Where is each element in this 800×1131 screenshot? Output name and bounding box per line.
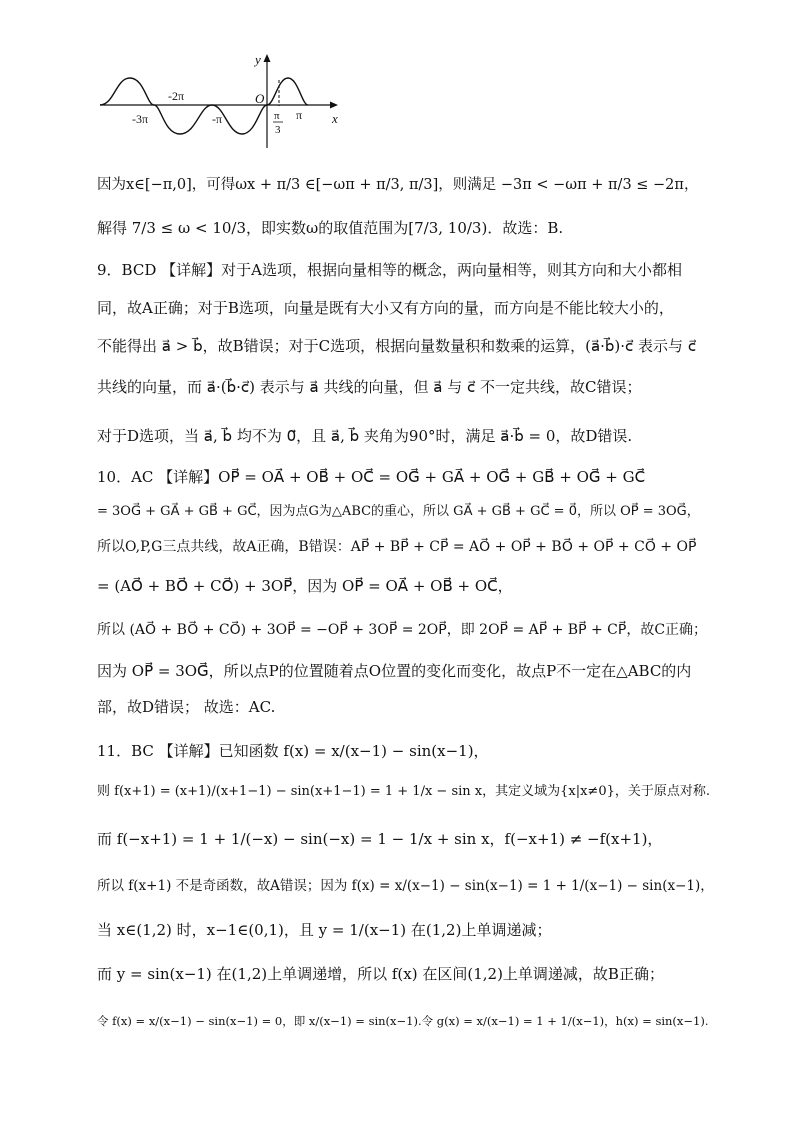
text-line: 因为x∈[−π,0]，可得ωx + π/3 ∈[−ωπ + π/3, π/3]，则满足 −3π < −ωπ + π/3 ≤ −2π， xyxy=(97,177,699,193)
tick-label-minus-pi: -π xyxy=(212,112,223,126)
text-line: 因为 OP⃗ = 3OG⃗，所以点P的位置随着点O位置的变化而变化，故点P不一定在△ABC的内 xyxy=(97,662,692,680)
tick-label-minus-3pi: -3π xyxy=(132,112,149,126)
text-line: 解得 7/3 ≤ ω < 10/3，即实数ω的取值范围为[7/3, 10/3)．故选：B. xyxy=(97,219,564,237)
tick-label-minus-2pi: -2π xyxy=(168,89,185,103)
text-line: 9．BCD 【详解】对于A选项，根据向量相等的概念，两向量相等，则其方向和大小都相 xyxy=(97,261,682,279)
tick-label-pi-over-3-den: 3 xyxy=(275,124,281,136)
tick-label-pi-over-3-num: π xyxy=(274,110,280,122)
text-line: = 3OG⃗ + GA⃗ + GB⃗ + GC⃗，因为点G为△ABC的重心，所以 GA⃗ + GB⃗ + GC⃗ = 0⃗，所以 OP⃗ = 3OG⃗， xyxy=(97,504,700,519)
text-line: 不能得出 a⃗ > b⃗，故B错误；对于C选项，根据向量数量积和数乘的运算，(a⃗·b⃗)·c⃗ 表示与 c⃗ xyxy=(97,337,697,355)
origin-label: O xyxy=(255,91,265,106)
y-axis-arrow xyxy=(264,54,271,62)
text-line: 所以 (AO⃗ + BO⃗ + CO⃗) + 3OP⃗ = −OP⃗ + 3OP⃗ = 2OP⃗，即 2OP⃗ = AP⃗ + BP⃗ + CP⃗，故C正确； xyxy=(97,622,708,638)
tick-label-pi: π xyxy=(296,108,303,122)
x-axis-arrow xyxy=(330,102,338,109)
x-axis-label: x xyxy=(332,111,338,126)
text-line: 10．AC 【详解】OP⃗ = OA⃗ + OB⃗ + OC⃗ = OG⃗ + GA⃗ + OG⃗ + GB⃗ + OG⃗ + GC⃗ xyxy=(97,468,646,486)
text-line: 共线的向量，而 a⃗·(b⃗·c⃗) 表示与 a⃗ 共线的向量，但 a⃗ 与 c⃗ 不一定共线，故C错误； xyxy=(97,378,642,396)
sine-graph xyxy=(92,48,352,148)
text-line: 当 x∈(1,2) 时，x−1∈(0,1)，且 y = 1/(x−1) 在(1,2)上单调递减； xyxy=(97,921,552,939)
text-line: 部，故D错误； 故选：AC. xyxy=(97,698,276,716)
y-axis-label: y xyxy=(255,52,261,67)
text-line: 11．BC 【详解】已知函数 f(x) = x/(x−1) − sin(x−1)， xyxy=(97,742,489,760)
text-line: 对于D选项，当 a⃗, b⃗ 均不为 0⃗，且 a⃗, b⃗ 夹角为90°时，满足 a⃗·b⃗ = 0，故D错误. xyxy=(97,427,633,445)
text-line: 同，故A正确；对于B选项，向量是既有大小又有方向的量，而方向是不能比较大小的， xyxy=(97,299,674,317)
text-line: 所以O,P,G三点共线，故A正确，B错误：AP⃗ + BP⃗ + CP⃗ = AO⃗ + OP⃗ + BO⃗ + OP⃗ + CO⃗ + OP⃗ xyxy=(97,539,697,555)
text-line: 令 f(x) = x/(x−1) − sin(x−1) = 0，即 x/(x−1) = sin(x−1).令 g(x) = x/(x−1) = 1 + 1/(x−1)，h(x) = sin(x−1). xyxy=(97,1014,709,1028)
text-line: 则 f(x+1) = (x+1)/(x+1−1) − sin(x+1−1) = 1 + 1/x − sin x，其定义域为{x|x≠0}，关于原点对称. xyxy=(97,784,710,799)
text-line: = (AO⃗ + BO⃗ + CO⃗) + 3OP⃗，因为 OP⃗ = OA⃗ + OB⃗ + OC⃗， xyxy=(97,577,513,595)
text-line: 所以 f(x+1) 不是奇函数，故A错误；因为 f(x) = x/(x−1) − sin(x−1) = 1 + 1/(x−1) − sin(x−1)， xyxy=(97,878,714,894)
text-line: 而 f(−x+1) = 1 + 1/(−x) − sin(−x) = 1 − 1/x + sin x，f(−x+1) ≠ −f(x+1)， xyxy=(97,830,663,848)
text-line: 而 y = sin(x−1) 在(1,2)上单调递增，所以 f(x) 在区间(1,2)上单调递减，故B正确； xyxy=(97,965,664,983)
